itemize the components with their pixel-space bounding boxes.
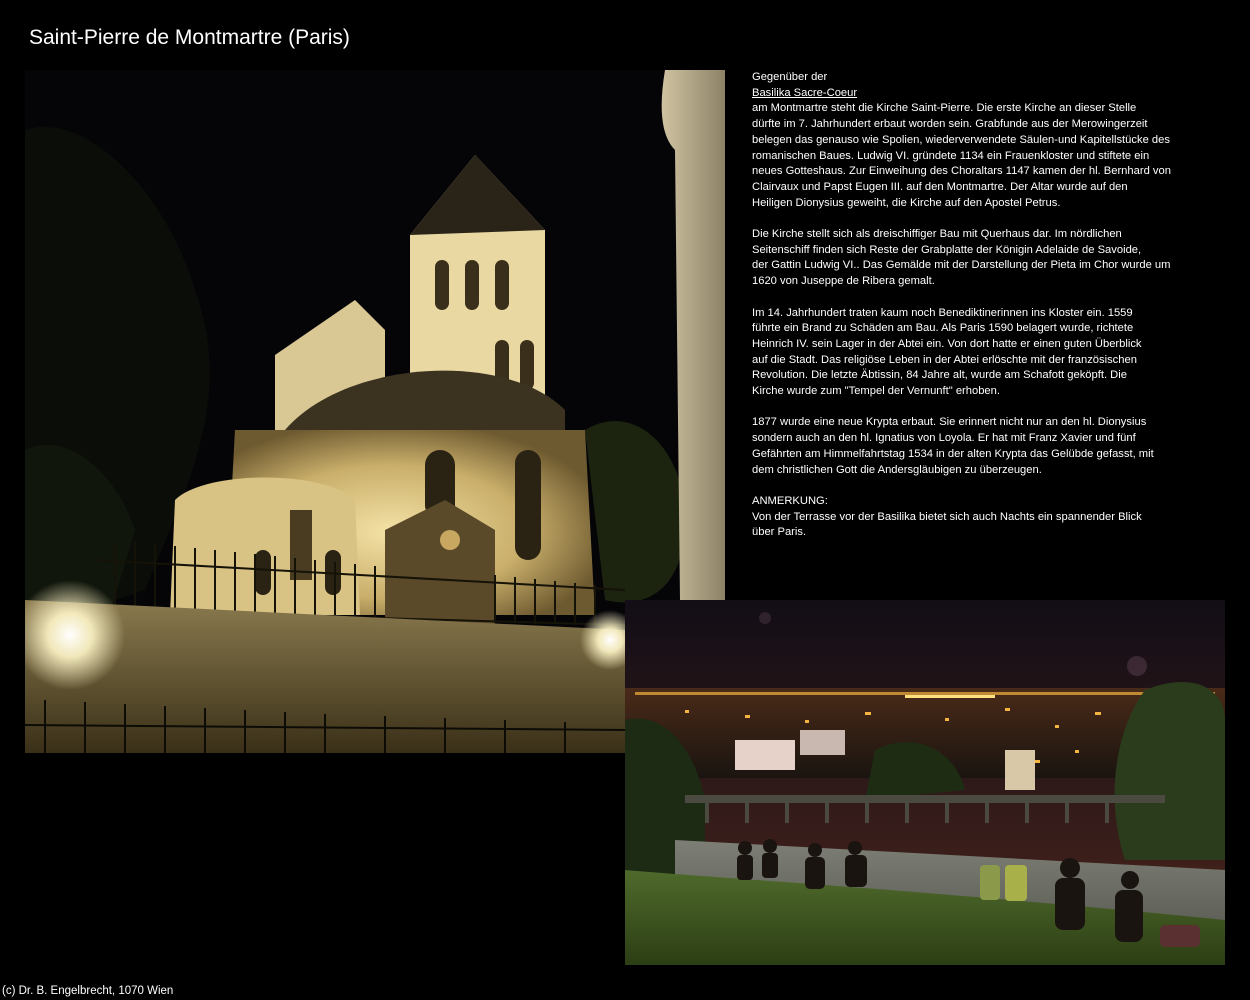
text-line: sondern auch an den hl. Ignatius von Loyola. Er hat mit Franz Xavier und fünf	[752, 432, 1136, 445]
text-line: neues Gotteshaus. Zur Einweihung des Choraltars 1147 kamen der hl. Bernhard von	[752, 165, 1171, 178]
paragraph-architecture	[752, 227, 1222, 290]
text-line: dürfte im 7. Jahrhundert erbaut worden sein. Grabfunde aus der Merowingerzeit	[752, 118, 1148, 131]
page-title: Saint-Pierre de Montmartre (Paris)	[29, 26, 350, 49]
text-line: 1877 wurde eine neue Krypta erbaut. Sie erinnert nicht nur an den hl. Dionysius	[752, 416, 1147, 429]
paragraph-history	[752, 306, 1222, 400]
text-line: Heinrich IV. sein Lager in der Abtei ein. Von dort hatte er einen guten Überblick	[752, 337, 1142, 350]
text-line: über Paris.	[752, 526, 807, 539]
text-line: Von der Terrasse vor der Basilika bietet sich auch Nachts ein spannender Blick	[752, 510, 1142, 523]
intro-paragraph	[752, 70, 1222, 211]
text-line: Kirche wurde zum "Tempel der Vernunft" erhoben.	[752, 385, 1000, 398]
text-line: auf die Stadt. Das religiöse Leben in der Abtei erlöschte mit der französischen	[752, 353, 1137, 366]
text-line: am Montmartre steht die Kirche Saint-Pierre. Die erste Kirche an dieser Stelle	[752, 102, 1137, 115]
church-night-photo	[25, 70, 725, 753]
text-line: 1620 von Juseppe de Ribera gemalt.	[752, 275, 935, 288]
note-heading: ANMERKUNG:	[752, 494, 828, 507]
text-line: belegen das genauso wie Spolien, wiederverwendete Säulen-und Kapitellstücke des	[752, 133, 1170, 146]
text-line: Die Kirche stellt sich als dreischiffiger Bau mit Querhaus dar. Im nördlichen	[752, 228, 1122, 241]
copyright-notice: (c) Dr. B. Engelbrecht, 1070 Wien	[2, 985, 174, 997]
text-line: Im 14. Jahrhundert traten kaum noch Benediktinerinnen ins Kloster ein. 1559	[752, 306, 1133, 319]
description-text	[752, 70, 1222, 557]
text-line: Clairvaux und Papst Eugen III. auf den Montmartre. Der Altar wurde auf den	[752, 180, 1128, 193]
paragraph-crypt	[752, 415, 1222, 478]
intro-prefix: Gegenüber der	[752, 71, 828, 83]
text-line: Gefährten am Himmelfahrtstag 1534 in der alten Krypta das Gelübde gefasst, mit	[752, 447, 1154, 460]
basilika-link[interactable]: Basilika Sacre-Coeur	[752, 86, 858, 99]
text-line: Seitenschiff finden sich Reste der Grabplatte der Königin Adelaide de Savoide,	[752, 243, 1142, 256]
text-line: führte ein Brand zu Schäden am Bau. Als Paris 1590 belagert wurde, richtete	[752, 322, 1134, 335]
text-line: Heiligen Dionysius geweiht, die Kirche auf den Apostel Petrus.	[752, 196, 1061, 209]
text-line: dem christlichen Gott die Andersgläubigen zu überzeugen.	[752, 463, 1042, 476]
text-line: Revolution. Die letzte Äbtissin, 84 Jahre alt, wurde am Schafott geköpft. Die	[752, 369, 1127, 382]
paragraph-note	[752, 494, 1222, 541]
text-line: der Gattin Ludwig VI.. Das Gemälde mit der Darstellung der Pieta im Chor wurde um	[752, 259, 1171, 272]
paris-night-view-photo	[625, 600, 1225, 965]
text-line: romanischen Baues. Ludwig VI. gründete 1134 ein Frauenkloster und stiftete ein	[752, 149, 1150, 162]
